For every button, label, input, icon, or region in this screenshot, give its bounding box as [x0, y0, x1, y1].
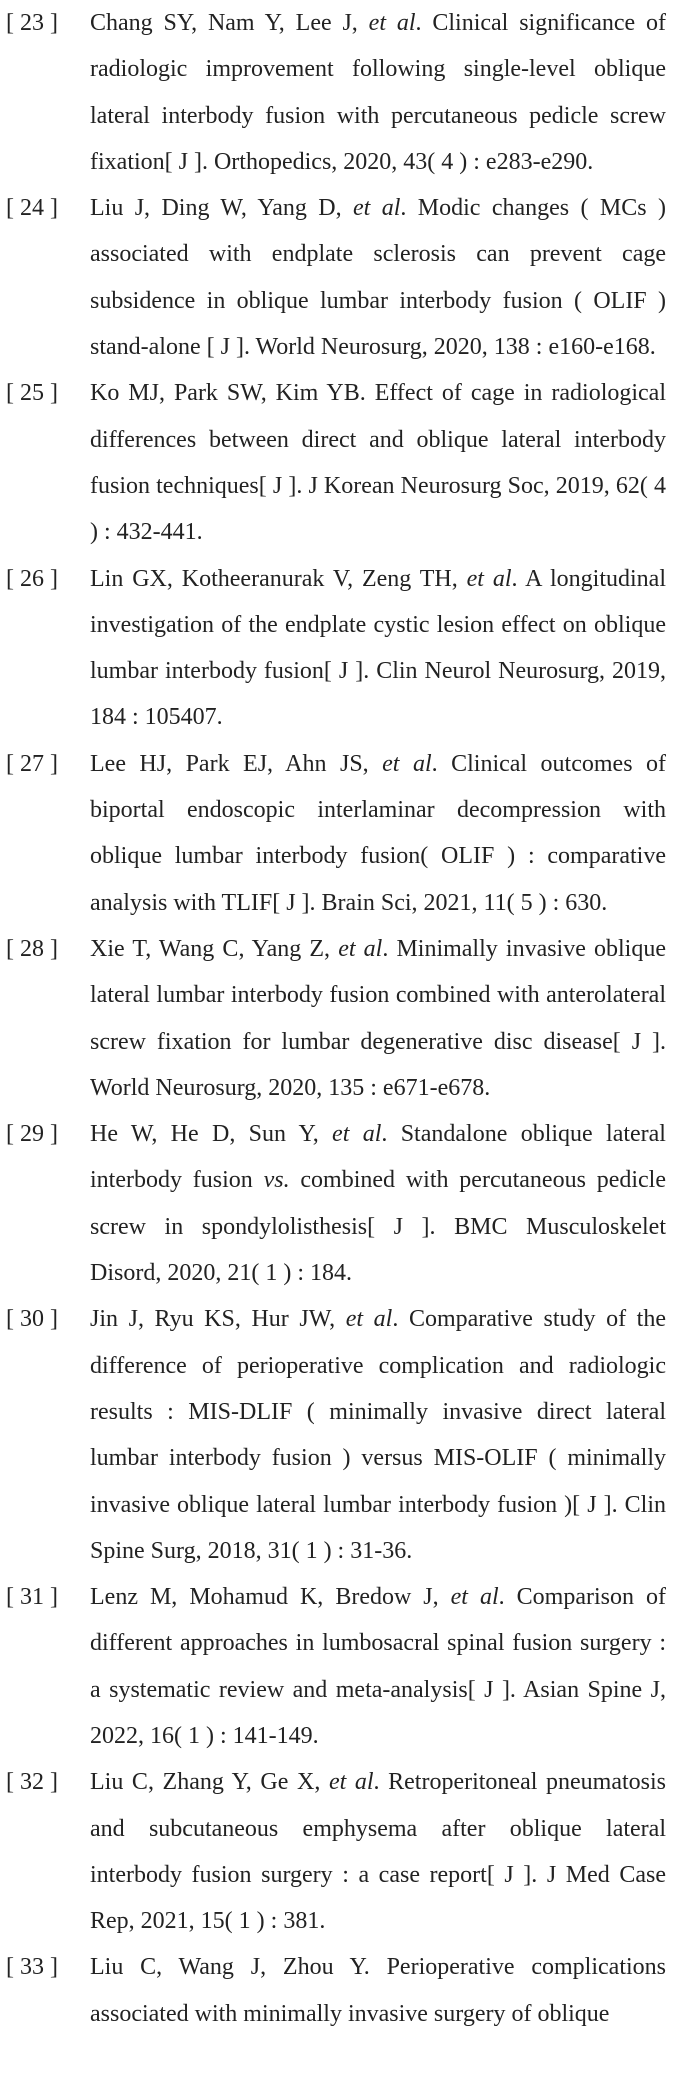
reference-item	[6, 1296, 666, 1574]
reference-rest: . Clinical outcomes of biportal endoscopic interlaminar decompression with oblique lumbar interbody fusion( OLIF ) : comparative analysis with TLIF[ J ]. Brain Sci, 2021, 11( 5 ) : 630.	[90, 750, 666, 916]
reference-text	[90, 1111, 666, 1296]
reference-text	[90, 185, 666, 370]
reference-text	[90, 1759, 666, 1944]
et-al: et al	[450, 1584, 499, 1611]
reference-item	[6, 741, 666, 926]
reference-item	[6, 370, 666, 555]
reference-rest: . Clinical significance of radiologic improvement following single-level oblique lateral interbody fusion with percutaneous pedicle screw fixation[ J ]. Orthopedics, 2020, 43( 4 ) : e283-e290.	[90, 10, 666, 175]
reference-item	[6, 1111, 666, 1296]
et-al: et al	[328, 1769, 374, 1796]
reference-item	[6, 1944, 666, 2037]
reference-item	[6, 1759, 666, 1944]
reference-text	[90, 0, 666, 185]
reference-number: [ 29 ]	[6, 1121, 58, 1148]
reference-item	[6, 1574, 666, 1759]
reference-authors: Liu J, Ding W, Yang D,	[90, 195, 354, 222]
et-al: et al	[466, 565, 512, 592]
et-al: et al	[353, 195, 401, 222]
reference-text	[90, 1944, 666, 2037]
reference-number: [ 33 ]	[6, 1954, 58, 1981]
reference-item	[6, 926, 666, 1111]
reference-rest: . Comparison of different approaches in lumbosacral spinal fusion surgery : a systematic review and meta-analysis[ J ]. Asian Spine J, 2022, 16( 1 ) : 141-149.	[90, 1584, 666, 1749]
reference-number: [ 31 ]	[6, 1584, 58, 1611]
reference-number: [ 28 ]	[6, 935, 58, 962]
reference-text	[90, 926, 666, 1111]
reference-text	[90, 556, 666, 741]
reference-item	[6, 556, 666, 741]
reference-rest: . A longitudinal investigation of the endplate cystic lesion effect on oblique lumbar interbody fusion[ J ]. Clin Neurol Neurosurg, 2019, 184 : 105407.	[90, 565, 666, 731]
reference-number: [ 23 ]	[6, 10, 58, 36]
reference-number: [ 27 ]	[6, 750, 58, 777]
reference-authors: Chang SY, Nam Y, Lee J,	[90, 10, 369, 36]
et-al: et al	[368, 10, 416, 36]
reference-authors: Xie T, Wang C, Yang Z,	[90, 935, 339, 962]
reference-rest: . Standalone oblique lateral interbody fusion	[90, 1121, 666, 1194]
reference-rest: . Comparative study of the difference of perioperative complication and radiologic results : MIS-DLIF ( minimally invasive direct lateral lumbar interbody fusion ) versus MIS-OLIF ( minimally invasive oblique lateral lumbar interbody fusion )[ J ]. Clin Spine Surg, 2018, 31( 1 ) : 31-36.	[90, 1306, 666, 1564]
et-al: et al	[332, 1121, 382, 1148]
reference-number: [ 30 ]	[6, 1306, 58, 1333]
reference-item	[6, 185, 666, 370]
reference-rest-2: combined with percutaneous pedicle screw in spondylolisthesis[ J ]. BMC Musculoskelet Disord, 2020, 21( 1 ) : 184.	[90, 1167, 667, 1287]
et-al: et al	[338, 935, 383, 962]
reference-text	[90, 741, 666, 926]
reference-authors: Liu C, Wang J, Zhou Y. Perioperative complications associated with minimally invasive surgery of oblique	[90, 1954, 666, 2027]
reference-text	[90, 370, 666, 555]
reference-authors: He W, He D, Sun Y,	[90, 1121, 333, 1148]
reference-number: [ 32 ]	[6, 1769, 58, 1796]
reference-number: [ 25 ]	[6, 380, 58, 407]
reference-list	[6, 0, 666, 2037]
reference-authors: Jin J, Ryu KS, Hur JW,	[90, 1306, 346, 1333]
reference-rest: . Modic changes ( MCs ) associated with endplate sclerosis can prevent cage subsidence in oblique lumbar interbody fusion ( OLIF ) stand-alone [ J ]. World Neurosurg, 2020, 138 : e160-e168.	[90, 195, 666, 361]
reference-rest: . Minimally invasive oblique lateral lumbar interbody fusion combined with anterolateral screw fixation for lumbar degenerative disc disease[ J ]. World Neurosurg, 2020, 135 : e671-e678.	[90, 935, 666, 1101]
reference-rest: . Retroperitoneal pneumatosis and subcutaneous emphysema after oblique lateral interbody fusion surgery : a case report[ J ]. J Med Case Rep, 2021, 15( 1 ) : 381.	[90, 1769, 666, 1935]
reference-authors: Liu C, Zhang Y, Ge X,	[90, 1769, 329, 1796]
et-al: et al	[345, 1306, 393, 1333]
versus-abbrev: vs.	[263, 1167, 290, 1194]
reference-number: [ 24 ]	[6, 195, 58, 222]
reference-authors: Lee HJ, Park EJ, Ahn JS,	[90, 750, 383, 777]
reference-authors: Lenz M, Mohamud K, Bredow J,	[90, 1584, 451, 1611]
reference-text	[90, 1296, 666, 1574]
reference-number: [ 26 ]	[6, 565, 58, 592]
reference-authors: Ko MJ, Park SW, Kim YB. Effect of cage in radiological differences between direct and oblique lateral interbody fusion techniques[ J ]. J Korean Neurosurg Soc, 2019, 62( 4 ) : 432-441.	[90, 380, 666, 546]
reference-authors: Lin GX, Kotheeranurak V, Zeng TH,	[90, 565, 467, 592]
reference-item	[6, 0, 666, 185]
et-al: et al	[382, 750, 432, 777]
reference-text	[90, 1574, 666, 1759]
